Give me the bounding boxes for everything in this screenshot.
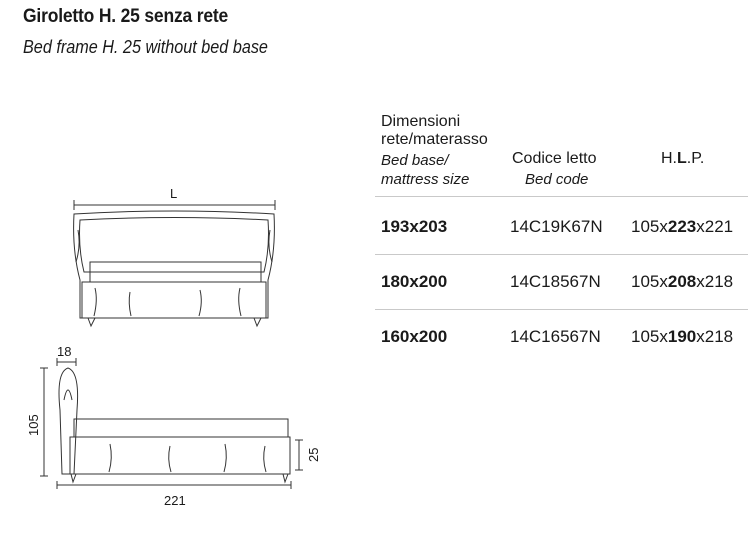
row-hlp-l: 208 xyxy=(667,272,697,291)
page-title: Giroletto H. 25 senza rete xyxy=(23,6,229,27)
row-code: 14C16567N xyxy=(510,327,601,346)
total-length-label: 221 xyxy=(164,493,186,508)
row-hlp xyxy=(631,217,733,237)
row-hlp xyxy=(631,272,733,292)
row-hlp-h: 105x xyxy=(631,327,668,346)
total-length-dimension xyxy=(57,481,291,489)
header-hlp-h: H. xyxy=(661,150,677,167)
total-height-dimension xyxy=(40,368,48,476)
header-dimensions-it-1: Dimensioni xyxy=(381,113,461,130)
table-separator xyxy=(375,196,748,197)
row-hlp-p: x218 xyxy=(696,272,734,291)
row-size: 193x203 xyxy=(381,217,448,236)
header-hlp-p: .P. xyxy=(686,150,705,167)
header-hlp xyxy=(661,150,704,168)
frame-height-label: 25 xyxy=(306,447,321,462)
header-dimensions-it-2: rete/materasso xyxy=(381,131,488,148)
header-hlp-l: L xyxy=(677,150,687,167)
headboard-thickness-dimension xyxy=(57,358,76,366)
row-hlp-l: 223 xyxy=(667,217,697,236)
headboard-thickness-label: 18 xyxy=(57,344,72,359)
front-width-label: L xyxy=(170,186,178,201)
header-dimensions-en-2: mattress size xyxy=(381,171,470,188)
page-subtitle: Bed frame H. 25 without bed base xyxy=(23,37,268,57)
header-dimensions-en-1: Bed base/ xyxy=(381,152,449,169)
row-size: 180x200 xyxy=(381,272,448,291)
header-code-it: Codice letto xyxy=(512,150,597,167)
row-code: 14C18567N xyxy=(510,272,601,291)
front-width-dimension xyxy=(74,200,275,210)
row-hlp-h: 105x xyxy=(631,217,668,236)
side-view-bed xyxy=(59,368,290,482)
row-hlp-h: 105x xyxy=(631,272,668,291)
row-size: 160x200 xyxy=(381,327,448,346)
table-separator xyxy=(375,254,748,255)
header-code-en: Bed code xyxy=(525,171,589,188)
table-separator xyxy=(375,309,748,310)
row-hlp-l: 190 xyxy=(667,327,697,346)
frame-height-dimension xyxy=(295,440,303,470)
row-hlp xyxy=(631,327,733,347)
row-code: 14C19K67N xyxy=(510,217,603,236)
total-height-label: 105 xyxy=(26,414,41,436)
row-hlp-p: x218 xyxy=(696,327,734,346)
front-view-bed xyxy=(74,211,275,326)
row-hlp-p: x221 xyxy=(696,217,734,236)
